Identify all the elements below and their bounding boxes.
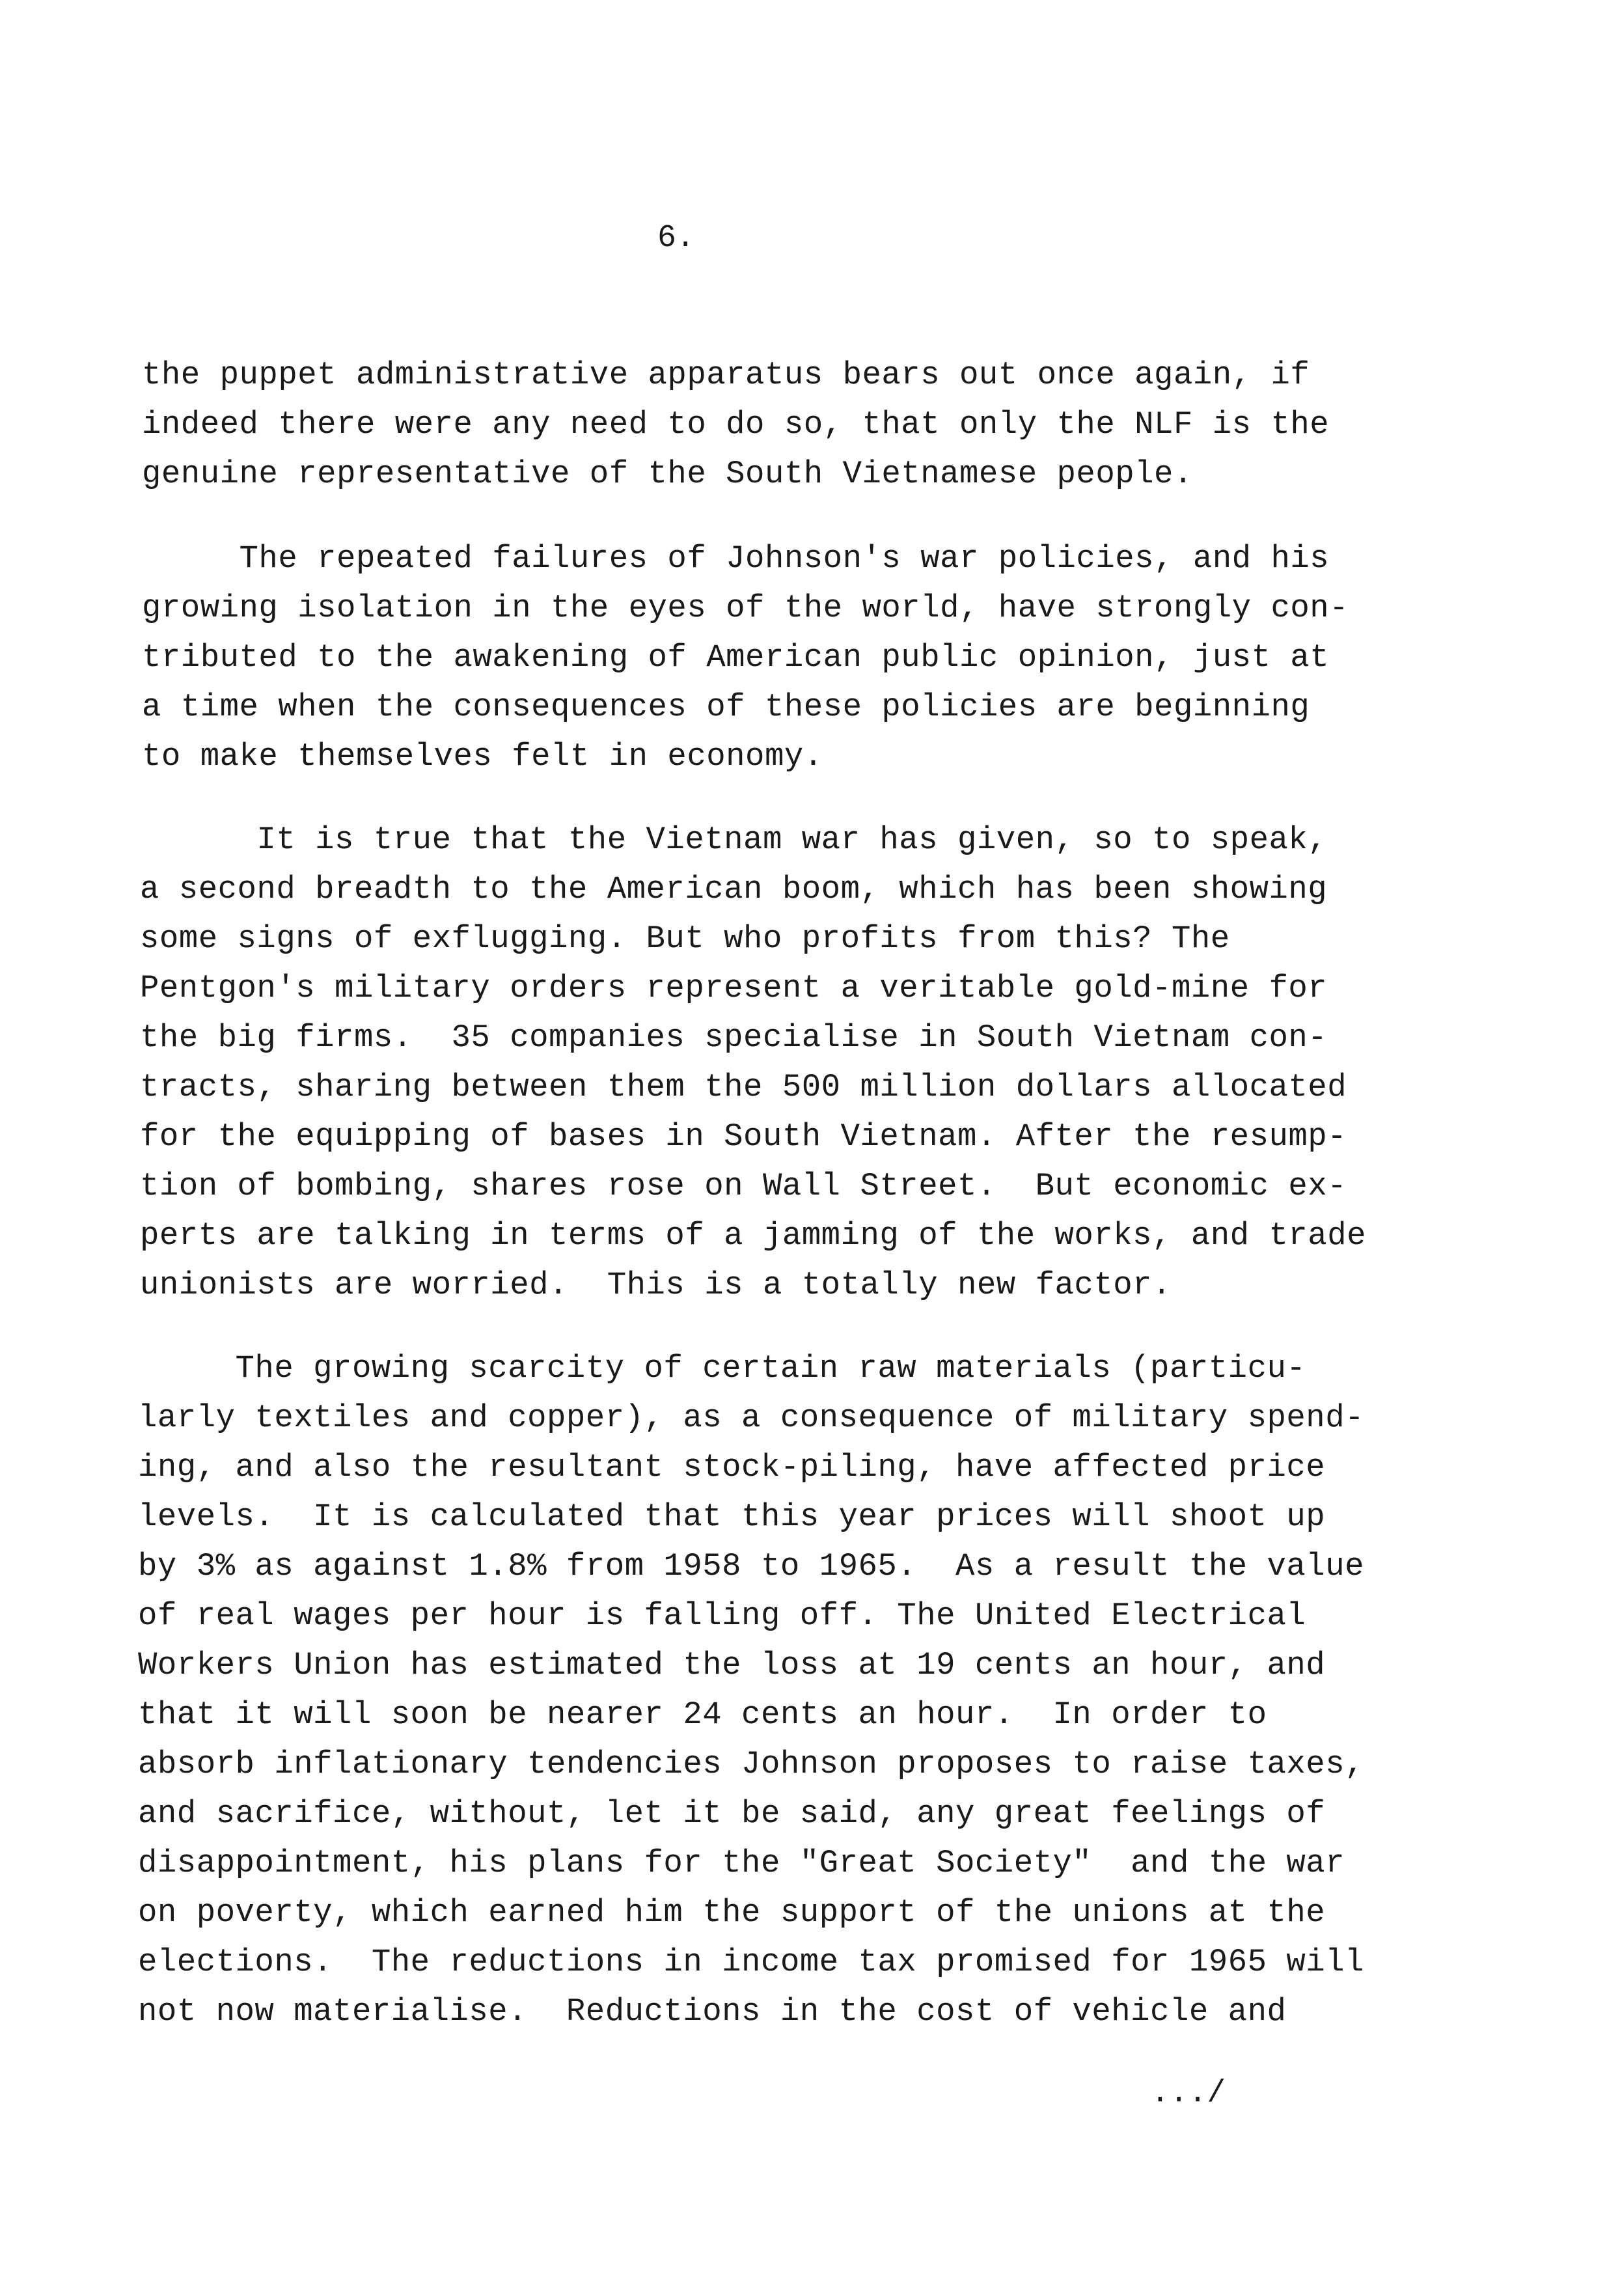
text-line: for the equipping of bases in South Vietnam. After the resump-: [140, 1118, 1347, 1155]
continuation-mark: .../: [1151, 2076, 1226, 2111]
text-line: The repeated failures of Johnson's war policies, and his: [142, 540, 1330, 577]
text-line: larly textiles and copper), as a consequence of military spend-: [138, 1400, 1365, 1436]
text-line: tracts, sharing between them the 500 million dollars allocated: [140, 1069, 1347, 1105]
text-line: that it will soon be nearer 24 cents an hour. In order to: [138, 1696, 1267, 1733]
text-line: absorb inflationary tendencies Johnson proposes to raise taxes,: [138, 1746, 1365, 1782]
page-number: 6.: [657, 221, 695, 256]
text-line: to make themselves felt in economy.: [142, 738, 823, 775]
text-line: The growing scarcity of certain raw materials (particu-: [138, 1350, 1306, 1387]
text-line: ing, and also the resultant stock-piling, have affected price: [138, 1449, 1326, 1486]
text-line: a second breadth to the American boom, which has been showing: [140, 871, 1328, 907]
text-line: indeed there were any need to do so, that only the NLF is the: [142, 406, 1330, 443]
text-line: and sacrifice, without, let it be said, any great feelings of: [138, 1795, 1326, 1832]
text-line: on poverty, which earned him the support of the unions at the: [138, 1894, 1326, 1931]
text-line: disappointment, his plans for the "Great Society" and the war: [138, 1845, 1345, 1881]
text-line: unionists are worried. This is a totally new factor.: [140, 1267, 1172, 1303]
text-line: genuine representative of the South Vietnamese people.: [142, 456, 1193, 492]
text-line: by 3% as against 1.8% from 1958 to 1965. As a result the value: [138, 1548, 1365, 1584]
text-line: levels. It is calculated that this year prices will shoot up: [138, 1499, 1326, 1535]
text-line: a time when the consequences of these policies are beginning: [142, 689, 1310, 725]
text-line: It is true that the Vietnam war has given, so to speak,: [140, 822, 1328, 858]
text-line: elections. The reductions in income tax promised for 1965 will: [138, 1944, 1365, 1980]
text-line: some signs of exflugging. But who profits from this? The: [140, 920, 1230, 957]
text-line: of real wages per hour is falling off. The United Electrical: [138, 1598, 1306, 1634]
text-line: the big firms. 35 companies specialise in South Vietnam con-: [140, 1019, 1328, 1056]
text-line: perts are talking in terms of a jamming of the works, and trade: [140, 1217, 1367, 1254]
text-line: tion of bombing, shares rose on Wall Street. But economic ex-: [140, 1168, 1347, 1204]
text-line: Pentgon's military orders represent a veritable gold-mine for: [140, 970, 1328, 1006]
text-line: not now materialise. Reductions in the cost of vehicle and: [138, 1993, 1287, 2030]
text-line: the puppet administrative apparatus bears out once again, if: [142, 357, 1310, 393]
text-line: Workers Union has estimated the loss at 19 cents an hour, and: [138, 1647, 1326, 1683]
text-line: tributed to the awakening of American public opinion, just at: [142, 639, 1330, 676]
text-line: growing isolation in the eyes of the world, have strongly con-: [142, 590, 1349, 626]
